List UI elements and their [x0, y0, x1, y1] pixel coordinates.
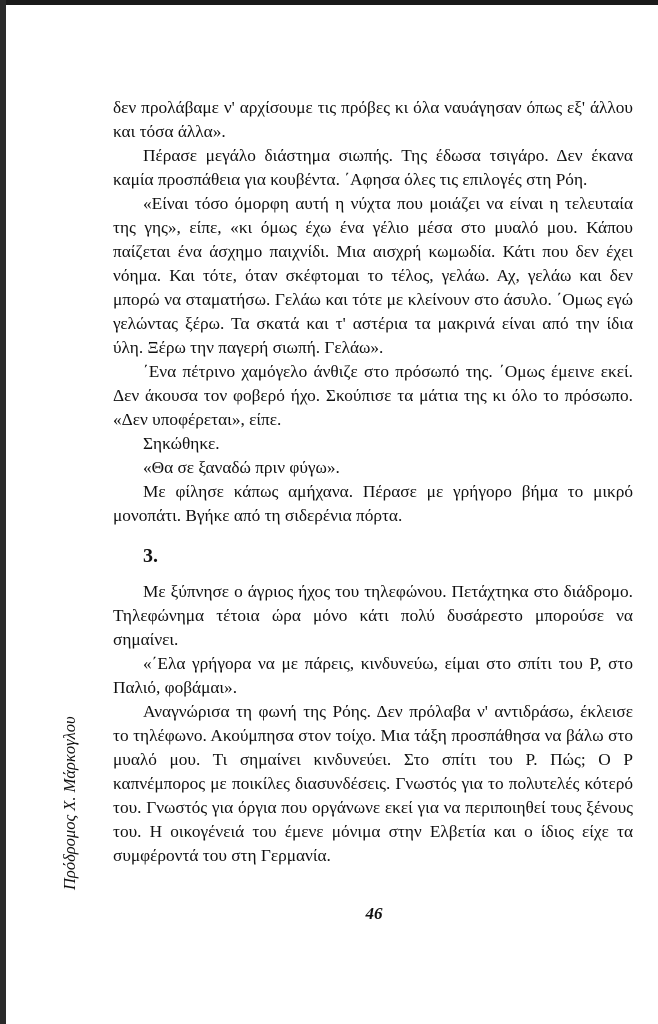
paragraph: Με φίλησε κάπως αμήχανα. Πέρασε με γρήγορο βήμα το μικρό μονοπάτι. Βγήκε από τη σιδερένια πόρτα. — [113, 482, 633, 525]
paragraph: «΄Ελα γρήγορα να με πάρεις, κινδυνεύω, είμαι στο σπίτι του Ρ, στο Παλιό, φοβάμαι». — [113, 654, 633, 697]
paragraph: «Είναι τόσο όμορφη αυτή η νύχτα που μοιάζει να είναι η τελευταία της γης», είπε, «κι όμως έχω ένα γέλιο μέσα στο μυαλό μου. Κάπου παίζεται ένα άσχημο παιχνίδι. Μια αισχρή κωμωδία. Κάτι που δεν έχει νόημα. Και τότε, όταν σκέφτομαι το τέλος, γελάω. Αχ, γελάω και δεν μπορώ να σταματήσω. Γελάω και τότε με κλείνουν στο άσυλο. ΄Ομως εγώ γελώντας ξέρω. Τα σκατά και τ' αστέρια τα μακρινά είναι από την ίδια ύλη. Ξέρω την παγερή σιωπή. Γελάω». — [113, 194, 633, 357]
paragraph: Πέρασε μεγάλο διάστημα σιωπής. Της έδωσα τσιγάρο. Δεν έκανα καμία προσπάθεια για κουβέντα. ΄Αφησα όλες τις επιλογές στη Ρόη. — [113, 146, 633, 189]
running-author: Πρόδρομος Χ. Μάρκογλου — [60, 716, 79, 890]
paragraph: «Θα σε ξαναδώ πριν φύγω». — [143, 458, 340, 477]
paragraph: δεν προλάβαμε ν' αρχίσουμε τις πρόβες κι όλα ναυάγησαν όπως εξ' άλλου και τόσα άλλα». — [113, 98, 633, 141]
paragraph: Με ξύπνησε ο άγριος ήχος του τηλεφώνου. Πετάχτηκα στο διάδρομο. Τηλεφώνημα τέτοια ώρα μόνο κάτι πολύ δυσάρεστο μπορούσε να σημαίνει. — [113, 582, 633, 649]
chapter-heading: 3. — [143, 545, 158, 567]
paragraph: ΄Ενα πέτρινο χαμόγελο άνθιζε στο πρόσωπό της. ΄Ομως έμεινε εκεί. Δεν άκουσα τον φοβερό ήχο. Σκούπισε τα μάτια της κι όλο το πρόσωπο. «Δεν υποφέρεται», είπε. — [113, 362, 633, 429]
page-number: 46 — [365, 904, 383, 923]
scan-edge-left — [0, 0, 6, 1024]
scan-edge-top — [0, 0, 658, 5]
paragraph: Σηκώθηκε. — [143, 434, 220, 453]
body-text — [113, 96, 633, 868]
paragraph: Αναγνώρισα τη φωνή της Ρόης. Δεν πρόλαβα ν' αντιδράσω, έκλεισε το τηλέφωνο. Ακούμπησα στον τοίχο. Μια τάξη προσπάθησα να βάλω στο μυαλό μου. Τι σημαίνει κινδυνεύει. Στο σπίτι του Ρ. Πώς; Ο Ρ καπνέμπορος με ποικίλες διασυνδέσεις. Γνωστός για το πολυτελές κότερό του. Γνωστός για όργια που οργάνωνε εκεί για να περιποιηθεί τους ξένους του. Η οικογένειά του έμενε μόνιμα στην Ελβετία και ο ίδιος είχε τα συμφέροντά του στη Γερμανία. — [113, 702, 633, 865]
